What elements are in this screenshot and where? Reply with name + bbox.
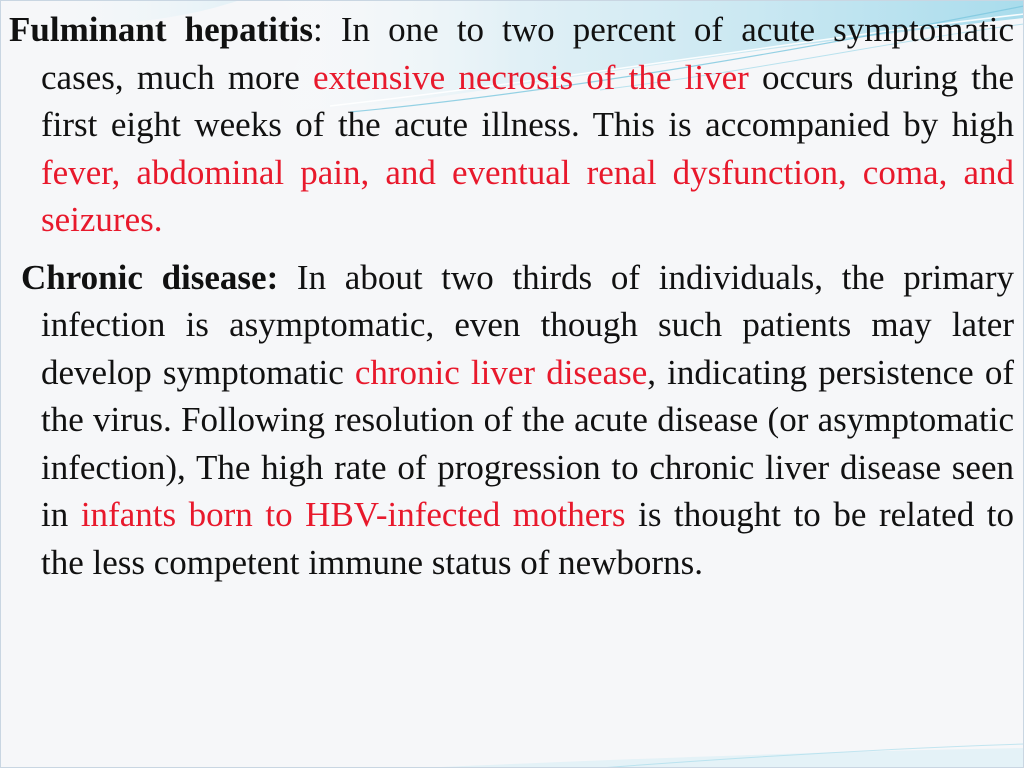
body-text: , indicating persistence of the virus. Following resolution of the acute disease (or asymptomatic infection), The high rate of progression to chronic liver disease seen in: [41, 352, 1014, 534]
slide-body: [0, 6, 1014, 586]
chronic-heading: Chronic disease:: [21, 257, 279, 297]
highlight-text: chronic liver disease: [354, 352, 648, 392]
highlight-text: fever, abdominal pain, and eventual renal dysfunction, coma, and seizures.: [41, 152, 1014, 239]
chronic-disease-paragraph: [0, 254, 1014, 587]
body-text: In one to two percent of acute symptomatic cases, much more: [41, 10, 1014, 97]
fulminant-hepatitis-paragraph: [0, 6, 1014, 244]
highlight-text: infants born to HBV-infected mothers: [80, 495, 626, 534]
fulminant-heading: Fulminant hepatitis: [9, 10, 314, 49]
heading-colon: :: [313, 10, 341, 49]
body-text: is thought to be related to the less competent immune status of newborns.: [41, 495, 1014, 582]
body-text: In about two thirds of individuals, the primary infection is asymptomatic, even though such patients may later develop symptomatic: [41, 257, 1014, 392]
highlight-text: extensive necrosis of the liver: [312, 57, 749, 97]
body-text: occurs during the first eight weeks of the acute illness. This is accompanied by high: [41, 57, 1014, 144]
